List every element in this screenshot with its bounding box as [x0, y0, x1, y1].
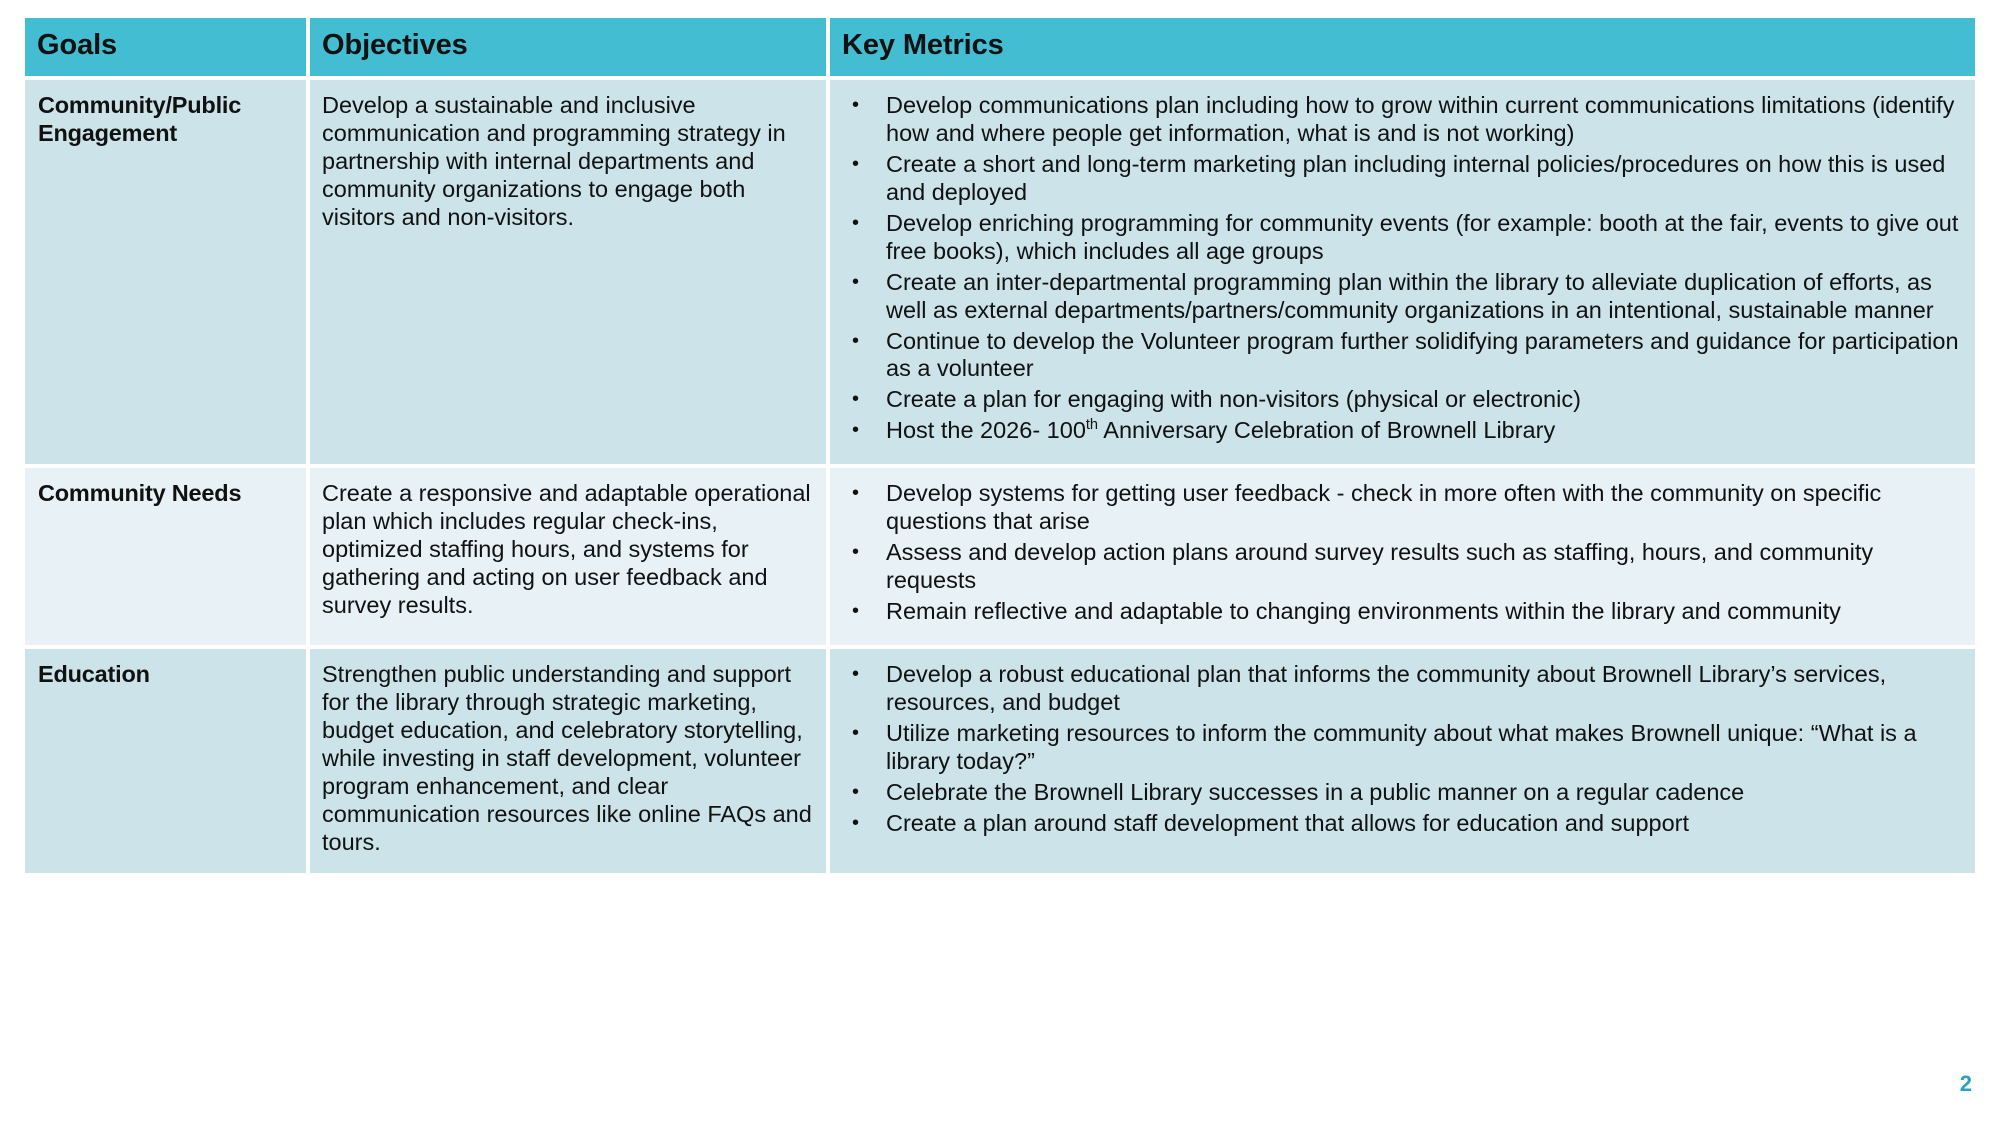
key-metric-item: [838, 328, 1959, 384]
table-header-row: [25, 18, 1975, 80]
key-metric-item: [838, 210, 1959, 266]
key-metric-text: Celebrate the Brownell Library successes in a public manner on a regular cadence: [886, 778, 1745, 805]
key-metric-text: Develop enriching programming for community events (for example: booth at the fair, events to give out free books), which includes all age groups: [886, 209, 1959, 264]
bullet-icon: •: [852, 152, 860, 175]
bullet-icon: •: [852, 211, 860, 234]
key-metrics-list: [838, 661, 1959, 838]
key-metrics-list: [838, 92, 1959, 445]
page-number: 2: [1959, 1071, 1972, 1096]
key-metric-text: Utilize marketing resources to inform the community about what makes Brownell unique: “What is a library today?”: [886, 720, 1917, 774]
key-metric-text: Create an inter-departmental programming plan within the library to alleviate duplication of efforts, as well as external departments/partners/community organizations in an intentional, sustainable manner: [886, 268, 1934, 323]
key-metric-text: Create a short and long-term marketing plan including internal policies/procedures on how this is used and deployed: [886, 150, 1946, 205]
key-metric-text: Develop a robust educational plan that informs the community about Brownell Library’s services, resources, and budget: [886, 661, 1887, 716]
column-header-objectives: Objectives: [310, 18, 830, 80]
objective-cell: Strengthen public understanding and support for the library through strategic marketing, budget education, and celebratory storytelling, while investing in staff development, volunteer program enhancement, and clear communication resources like online FAQs and tours.: [310, 649, 830, 877]
key-metric-item: [838, 92, 1959, 148]
strategic-plan-table: [25, 18, 1975, 877]
column-header-goals: Goals: [25, 18, 310, 80]
bullet-icon: •: [852, 541, 860, 564]
key-metric-item: [838, 810, 1959, 838]
key-metric-text: Remain reflective and adaptable to changing environments within the library and community: [886, 598, 1841, 625]
key-metric-item: [838, 269, 1959, 325]
key-metric-item: [838, 417, 1959, 445]
bullet-icon: •: [852, 419, 860, 442]
bullet-icon: •: [852, 482, 860, 505]
table-row: [25, 649, 1975, 877]
bullet-icon: •: [852, 388, 860, 411]
key-metric-item: [838, 480, 1959, 536]
key-metrics-cell: [830, 468, 1975, 649]
key-metric-item: [838, 539, 1959, 595]
objective-cell: Create a responsive and adaptable operational plan which includes regular check-ins, optimized staffing hours, and systems for gathering and acting on user feedback and survey results.: [310, 468, 830, 649]
bullet-icon: •: [852, 93, 860, 116]
bullet-icon: •: [852, 811, 860, 834]
key-metric-text: Host the 2026- 100th Anniversary Celebration of Brownell Library: [886, 417, 1556, 444]
key-metric-item: [838, 779, 1959, 807]
key-metric-text: Create a plan around staff development that allows for education and support: [886, 809, 1690, 836]
table-row: [25, 80, 1975, 468]
bullet-icon: •: [852, 780, 860, 803]
bullet-icon: •: [852, 600, 860, 623]
key-metric-text: Develop communications plan including how to grow within current communications limitations (identify how and where people get information, what is and is not working): [886, 91, 1955, 146]
key-metric-item: [838, 720, 1959, 776]
key-metric-item: [838, 661, 1959, 717]
key-metric-item: [838, 151, 1959, 207]
key-metric-text: Create a plan for engaging with non-visitors (physical or electronic): [886, 386, 1581, 413]
goal-cell: Community/Public Engagement: [25, 80, 310, 468]
table-row: [25, 468, 1975, 649]
goals-table-container: [25, 18, 1975, 877]
key-metrics-cell: [830, 649, 1975, 877]
key-metric-item: [838, 386, 1959, 414]
goal-cell: Community Needs: [25, 468, 310, 649]
key-metric-text: Continue to develop the Volunteer program further solidifying parameters and guidance for participation as a volunteer: [886, 327, 1959, 382]
bullet-icon: •: [852, 270, 860, 293]
bullet-icon: •: [852, 663, 860, 686]
key-metrics-cell: [830, 80, 1975, 468]
key-metric-item: [838, 598, 1959, 626]
column-header-key-metrics: Key Metrics: [830, 18, 1975, 80]
goal-cell: Education: [25, 649, 310, 877]
table-body: [25, 80, 1975, 877]
key-metrics-list: [838, 480, 1959, 626]
objective-cell: Develop a sustainable and inclusive communication and programming strategy in partnership with internal departments and community organizations to engage both visitors and non-visitors.: [310, 80, 830, 468]
bullet-icon: •: [852, 329, 860, 352]
key-metric-text: Assess and develop action plans around survey results such as staffing, hours, and community requests: [886, 539, 1874, 594]
key-metric-text: Develop systems for getting user feedback - check in more often with the community on specific questions that arise: [886, 480, 1882, 535]
bullet-icon: •: [852, 722, 860, 744]
